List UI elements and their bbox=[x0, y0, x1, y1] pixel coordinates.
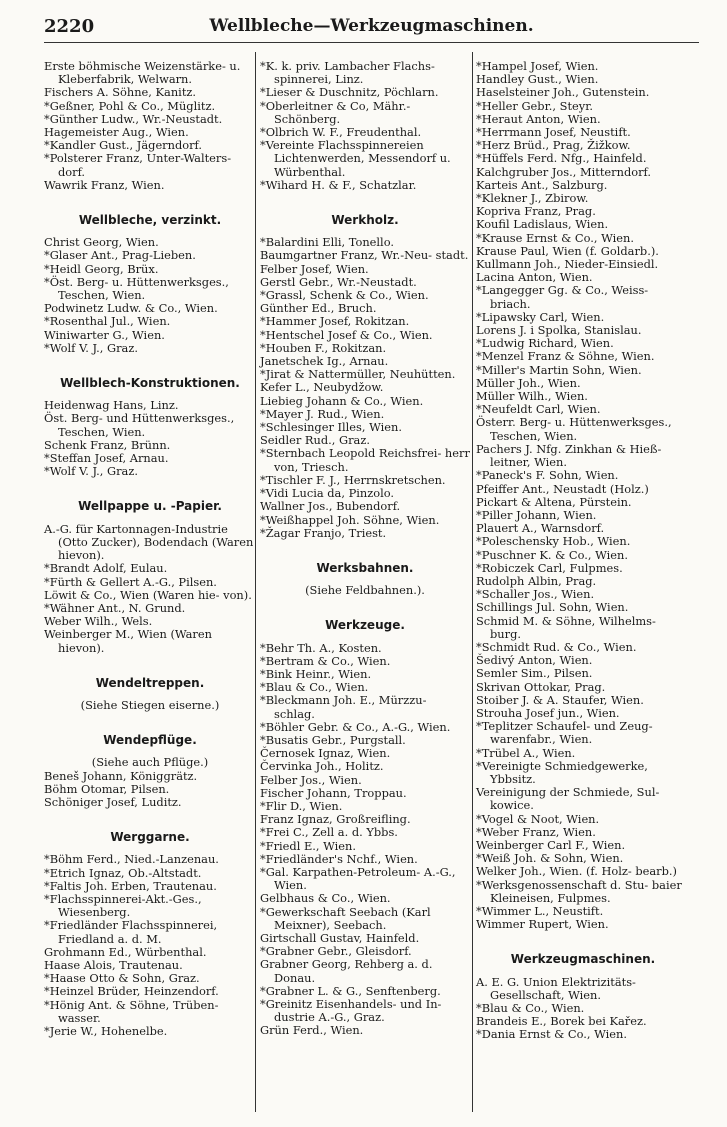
list-item: *Wolf V. J., Graz. bbox=[44, 340, 138, 355]
list-item: *Hönig Ant. & Söhne, Trüben- wasser. bbox=[44, 997, 219, 1025]
section-heading: Wendepflüge. bbox=[103, 733, 197, 748]
list-item: *Bertram & Co., Wien. bbox=[260, 653, 391, 668]
list-item: *Weißhappel Joh. Söhne, Wien. bbox=[260, 512, 440, 527]
list-item: *Bink Heinr., Wien. bbox=[260, 666, 372, 681]
column-2 bbox=[260, 60, 470, 1038]
list-item: Schenk Franz, Brünn. bbox=[44, 437, 171, 452]
section-heading: Werkholz. bbox=[331, 213, 399, 228]
list-item: *Ludwig Richard, Wien. bbox=[476, 336, 614, 351]
cross-reference: (Siehe auch Pflüge.) bbox=[91, 755, 209, 770]
list-item: Wawrik Franz, Wien. bbox=[44, 177, 165, 192]
list-item: *Tischler F. J., Herrnskretschen. bbox=[260, 472, 446, 487]
list-item: Müller Joh., Wien. bbox=[476, 375, 581, 390]
list-item: *Vereinigte Schmiedgewerke, Ybbsitz. bbox=[476, 758, 648, 786]
list-item: *Menzel Franz & Söhne, Wien. bbox=[476, 349, 655, 364]
list-item: *Schmidt Rud. & Co., Wien. bbox=[476, 639, 637, 654]
list-item: *Žagar Franjo, Triest. bbox=[260, 525, 387, 540]
list-item: Šedivý Anton, Wien. bbox=[476, 653, 593, 668]
list-item: *Frei C., Zell a. d. Ybbs. bbox=[260, 825, 398, 840]
list-item: *Jerie W., Hohenelbe. bbox=[44, 1023, 168, 1038]
list-item: Brandeis E., Borek bei Kařez. bbox=[476, 1014, 647, 1029]
section-heading: Wellpappe u. -Papier. bbox=[78, 499, 222, 514]
column-1 bbox=[44, 60, 256, 1038]
list-item: *Lieser & Duschnitz, Pöchlarn. bbox=[260, 85, 439, 100]
list-item: Hagemeister Aug., Wien. bbox=[44, 125, 189, 140]
list-item: *Hammer Josef, Rokitzan. bbox=[260, 314, 410, 329]
list-item: Welker Joh., Wien. (f. Holz- bearb.) bbox=[476, 864, 677, 879]
section-heading: Wellbleche, verzinkt. bbox=[78, 213, 222, 228]
list-item: Girtschall Gustav, Hainfeld. bbox=[260, 930, 420, 945]
section-heading: Werggarne. bbox=[110, 830, 190, 845]
list-item: *Günther Ludw., Wr.-Neustadt. bbox=[44, 111, 223, 126]
list-item: Felber Josef, Wien. bbox=[260, 261, 369, 276]
list-item: Böhm Otomar, Pilsen. bbox=[44, 781, 170, 796]
list-item: A. E. G. Union Elektrizitäts- Gesellschaft, Wien. bbox=[476, 974, 636, 1002]
list-item: *Rosenthal Jul., Wien. bbox=[44, 314, 171, 329]
list-item: Wimmer Rupert, Wien. bbox=[476, 917, 609, 932]
list-item: Grohmann Ed., Würbenthal. bbox=[44, 944, 207, 959]
list-item: Heidenwag Hans, Linz. bbox=[44, 398, 179, 413]
list-item: *Mayer J. Rud., Wien. bbox=[260, 406, 385, 421]
list-item: *Friedl E., Wien. bbox=[260, 838, 357, 853]
list-item: *Vereinte Flachsspinnereien Lichtenwerden, Messendorf u. Würbenthal. bbox=[260, 138, 451, 179]
page-header bbox=[44, 16, 699, 43]
list-item: *Heidl Georg, Brüx. bbox=[44, 261, 159, 276]
list-item: *Fürth & Gellert A.-G., Pilsen. bbox=[44, 574, 217, 589]
list-item: *Olbrich W. F., Freudenthal. bbox=[260, 125, 422, 140]
cross-reference: (Siehe Feldbahnen.). bbox=[305, 583, 425, 598]
list-item: *Hentschel Josef & Co., Wien. bbox=[260, 327, 433, 342]
list-item: *Dania Ernst & Co., Wien. bbox=[476, 1027, 627, 1042]
list-item: Haase Alois, Trautenau. bbox=[44, 957, 183, 972]
list-item: *Poleschensky Hob., Wien. bbox=[476, 534, 631, 549]
list-item: Lorens J. i Spolka, Stanislau. bbox=[476, 323, 642, 338]
list-item: *Balardini Elli, Tonello. bbox=[260, 235, 394, 250]
list-item: Winiwarter G., Wien. bbox=[44, 327, 165, 342]
list-item: *Blau & Co., Wien. bbox=[476, 1001, 585, 1016]
list-item: Seidler Rud., Graz. bbox=[260, 433, 370, 448]
list-item: Günther Ed., Bruch. bbox=[260, 301, 377, 316]
list-item: *Neufeldt Carl, Wien. bbox=[476, 402, 601, 417]
list-item: Černosek Ignaz, Wien. bbox=[260, 746, 391, 761]
section-heading: Wendeltreppen. bbox=[95, 675, 205, 690]
list-item: *Blau & Co., Wien. bbox=[260, 680, 369, 695]
list-item: Grabner Georg, Rehberg a. d. Donau. bbox=[260, 957, 433, 985]
list-item: Löwit & Co., Wien (Waren hie- von). bbox=[44, 587, 252, 602]
section-heading: Wellblech-Konstruktionen. bbox=[60, 376, 240, 391]
list-item: Haselsteiner Joh., Gutenstein. bbox=[476, 85, 650, 100]
list-item: *Paneck's F. Sohn, Wien. bbox=[476, 468, 619, 483]
list-item: *Böhler Gebr. & Co., A.-G., Wien. bbox=[260, 719, 451, 734]
list-item: Semler Sim., Pilsen. bbox=[476, 666, 593, 681]
list-item: *Wihard H. & F., Schatzlar. bbox=[260, 177, 417, 192]
list-item: *Flir D., Wien. bbox=[260, 798, 343, 813]
list-item: *Brandt Adolf, Eulau. bbox=[44, 561, 168, 576]
list-item: *Wimmer L., Neustift. bbox=[476, 904, 604, 918]
running-title: Wellbleche—Werkzeugmaschinen. bbox=[209, 16, 534, 36]
list-item: Müller Wilh., Wien. bbox=[476, 389, 588, 404]
list-item: *Sternbach Leopold Reichsfrei- herr von, Triesch. bbox=[260, 446, 470, 474]
list-item: Liebieg Johann & Co., Wien. bbox=[260, 393, 424, 408]
list-item: *Houben F., Rokitzan. bbox=[260, 340, 387, 355]
list-item: *Friedländer's Nchf., Wien. bbox=[260, 851, 418, 866]
list-item: *Greinitz Eisenhandels- und In- dustrie A.-G., Graz. bbox=[260, 997, 442, 1025]
list-item: *Etrich Ignaz, Ob.-Altstadt. bbox=[44, 865, 202, 880]
list-item: Franz Ignaz, Großreifling. bbox=[260, 812, 411, 827]
list-item: Strouha Josef jun., Wien. bbox=[476, 705, 620, 720]
list-item: Pickart & Altena, Pürstein. bbox=[476, 494, 632, 509]
list-item: *Werksgenossenschaft d. Stu- baier Kleineisen, Fulpmes. bbox=[476, 877, 682, 905]
list-item: Koufil Ladislaus, Wien. bbox=[476, 217, 609, 232]
list-item: *Wähner Ant., N. Grund. bbox=[44, 600, 186, 615]
list-item: Lacina Anton, Wien. bbox=[476, 270, 593, 285]
list-item: Pfeiffer Ant., Neustadt (Holz.) bbox=[476, 481, 649, 496]
list-item: *Steffan Josef, Arnau. bbox=[44, 451, 169, 466]
section-heading: Werksbahnen. bbox=[316, 560, 414, 575]
list-item: Stoiber J. & A. Staufer, Wien. bbox=[476, 692, 644, 707]
list-item: *Gewerkschaft Seebach (Karl Meixner), Seebach. bbox=[260, 904, 431, 932]
list-item: *Vidi Lucia da, Pinzolo. bbox=[260, 486, 395, 501]
list-item: *Jirat & Nattermüller, Neuhütten. bbox=[260, 367, 456, 382]
list-item: *Heller Gebr., Steyr. bbox=[476, 98, 594, 113]
list-item: Schöniger Josef, Luditz. bbox=[44, 794, 182, 809]
list-item: *Gal. Karpathen-Petroleum- A.-G., Wien. bbox=[260, 864, 456, 893]
list-item: Rudolph Albin, Prag. bbox=[476, 573, 597, 588]
list-item: *Trübel A., Wien. bbox=[476, 745, 576, 760]
list-item: *Weber Franz, Wien. bbox=[476, 824, 596, 839]
list-item: *Bleckmann Joh. E., Mürzzu- schlag. bbox=[260, 693, 427, 721]
list-item: *Grassl, Schenk & Co., Wien. bbox=[260, 288, 429, 303]
list-item: Christ Georg, Wien. bbox=[44, 235, 159, 250]
list-item: *Vogel & Noot, Wien. bbox=[476, 811, 600, 826]
list-item: *Polsterer Franz, Unter-Walters- dorf. bbox=[44, 151, 232, 179]
list-item: Gelbhaus & Co., Wien. bbox=[260, 891, 391, 906]
list-item: *Hüffels Ferd. Nfg., Hainfeld. bbox=[476, 151, 647, 166]
section-heading: Werkzeuge. bbox=[325, 618, 405, 633]
list-item: *K. k. priv. Lambacher Flachs- spinnerei, Linz. bbox=[260, 59, 435, 87]
list-item: Kefer L., Neubydžow. bbox=[260, 380, 384, 395]
list-item: *Faltis Joh. Erben, Trautenau. bbox=[44, 878, 217, 893]
list-item: *Piller Johann, Wien. bbox=[476, 507, 597, 522]
list-item: Erste böhmische Weizenstärke- u. Kleberfabrik, Welwarn. bbox=[44, 59, 241, 87]
list-item: *Friedländer Flachsspinnerei, Friedland a. d. M. bbox=[44, 918, 218, 946]
list-item: *Heraut Anton, Wien. bbox=[476, 111, 601, 126]
list-item: Öst. Berg- und Hüttenwerksges., Teschen, Wien. bbox=[44, 411, 235, 439]
list-item: *Grabner Gebr., Gleisdorf. bbox=[260, 944, 412, 959]
list-item: *Puschner K. & Co., Wien. bbox=[476, 547, 628, 562]
list-item: Weinberger M., Wien (Waren hievon). bbox=[44, 627, 212, 655]
list-item: Grün Ferd., Wien. bbox=[260, 1023, 364, 1038]
list-item: Handley Gust., Wien. bbox=[476, 72, 599, 87]
column-3 bbox=[476, 60, 690, 1042]
list-item: *Geßner, Pohl & Co., Müglitz. bbox=[44, 98, 216, 113]
section-heading: Werkzeugmaschinen. bbox=[510, 952, 656, 967]
list-item: *Krause Ernst & Co., Wien. bbox=[476, 230, 634, 245]
list-item: Schmid M. & Söhne, Wilhelms- burg. bbox=[476, 613, 656, 641]
list-item: Weinberger Carl F., Wien. bbox=[476, 837, 626, 852]
list-item: Kopriva Franz, Prag. bbox=[476, 204, 596, 219]
list-item: *Busatis Gebr., Purgstall. bbox=[260, 732, 406, 747]
list-item: Schillings Jul. Sohn, Wien. bbox=[476, 600, 629, 615]
list-item: *Behr Th. A., Kosten. bbox=[260, 640, 382, 655]
list-item: *Robiczek Carl, Fulpmes. bbox=[476, 560, 623, 575]
list-item: *Schaller Jos., Wien. bbox=[476, 587, 595, 602]
list-item: *Hampel Josef, Wien. bbox=[476, 59, 599, 73]
list-item: Fischers A. Söhne, Kanitz. bbox=[44, 85, 197, 100]
list-item: Österr. Berg- u. Hüttenwerksges., Teschen, Wien. bbox=[476, 415, 672, 443]
list-item: A.-G. für Kartonnagen-Industrie (Otto Zucker), Bodendach (Waren hievon). bbox=[44, 521, 254, 563]
list-item: Wallner Jos., Bubendorf. bbox=[260, 499, 401, 514]
list-item: *Klekner J., Zbirow. bbox=[476, 191, 589, 206]
list-item: Vereinigung der Schmiede, Sul- kowice. bbox=[476, 785, 660, 813]
list-item: Fischer Johann, Troppau. bbox=[260, 785, 407, 800]
list-item: *Oberleitner & Co, Mähr.- Schönberg. bbox=[260, 98, 411, 126]
list-item: Podwinetz Ludw. & Co., Wien. bbox=[44, 301, 218, 316]
list-item: *Langegger Gg. & Co., Weiss- briach. bbox=[476, 283, 649, 311]
list-item: *Wolf V. J., Graz. bbox=[44, 464, 138, 479]
list-item: Karteis Ant., Salzburg. bbox=[476, 177, 608, 192]
list-item: *Öst. Berg- u. Hüttenwerksges., Teschen, Wien. bbox=[44, 274, 229, 303]
cross-reference: (Siehe Stiegen eiserne.) bbox=[80, 697, 220, 712]
page-number: 2220 bbox=[44, 16, 95, 37]
list-item: *Teplitzer Schaufel- und Zeug- warenfabr., Wien. bbox=[476, 719, 653, 747]
list-item: Plauert A., Warnsdorf. bbox=[476, 521, 605, 536]
list-item: *Herrmann Josef, Neustift. bbox=[476, 125, 631, 140]
list-item: Krause Paul, Wien (f. Goldarb.). bbox=[476, 243, 659, 258]
list-item: *Herz Brüd., Prag, Žižkow. bbox=[476, 138, 631, 153]
list-item: *Böhm Ferd., Nied.-Lanzenau. bbox=[44, 852, 219, 867]
list-item: Weber Wilh., Wels. bbox=[44, 614, 153, 629]
column-divider bbox=[472, 52, 473, 1112]
list-item: Beneš Johann, Königgrätz. bbox=[44, 768, 198, 783]
list-item: Skrivan Ottokar, Prag. bbox=[476, 679, 606, 694]
list-item: *Lipawsky Carl, Wien. bbox=[476, 309, 605, 324]
list-item: Červinka Joh., Holitz. bbox=[260, 759, 384, 774]
list-item: *Heinzel Brüder, Heinzendorf. bbox=[44, 984, 219, 999]
list-item: *Flachsspinnerei-Akt.-Ges., Wiesenberg. bbox=[44, 891, 202, 920]
list-item: *Miller's Martin Sohn, Wien. bbox=[476, 362, 642, 377]
list-item: Felber Jos., Wien. bbox=[260, 772, 362, 787]
list-item: Kullmann Joh., Nieder-Einsiedl. bbox=[476, 257, 659, 272]
list-item: Gerstl Gebr., Wr.-Neustadt. bbox=[260, 274, 417, 289]
list-item: Baumgartner Franz, Wr.-Neu- stadt. bbox=[260, 248, 469, 263]
list-item: *Weiß Joh. & Sohn, Wien. bbox=[476, 851, 624, 866]
list-item: Kalchgruber Jos., Mitterndorf. bbox=[476, 164, 651, 179]
list-item: *Glaser Ant., Prag-Lieben. bbox=[44, 248, 196, 263]
list-item: *Haase Otto & Sohn, Graz. bbox=[44, 971, 200, 986]
list-item: *Schlesinger Illes, Wien. bbox=[260, 420, 402, 435]
list-item: *Kandler Gust., Jägerndorf. bbox=[44, 138, 202, 153]
list-item: Pachers J. Nfg. Zinkhan & Hieß- leitner, Wien. bbox=[476, 441, 662, 470]
list-item: Janetschek Ig., Arnau. bbox=[260, 354, 389, 369]
list-item: *Grabner L. & G., Senftenberg. bbox=[260, 983, 441, 998]
